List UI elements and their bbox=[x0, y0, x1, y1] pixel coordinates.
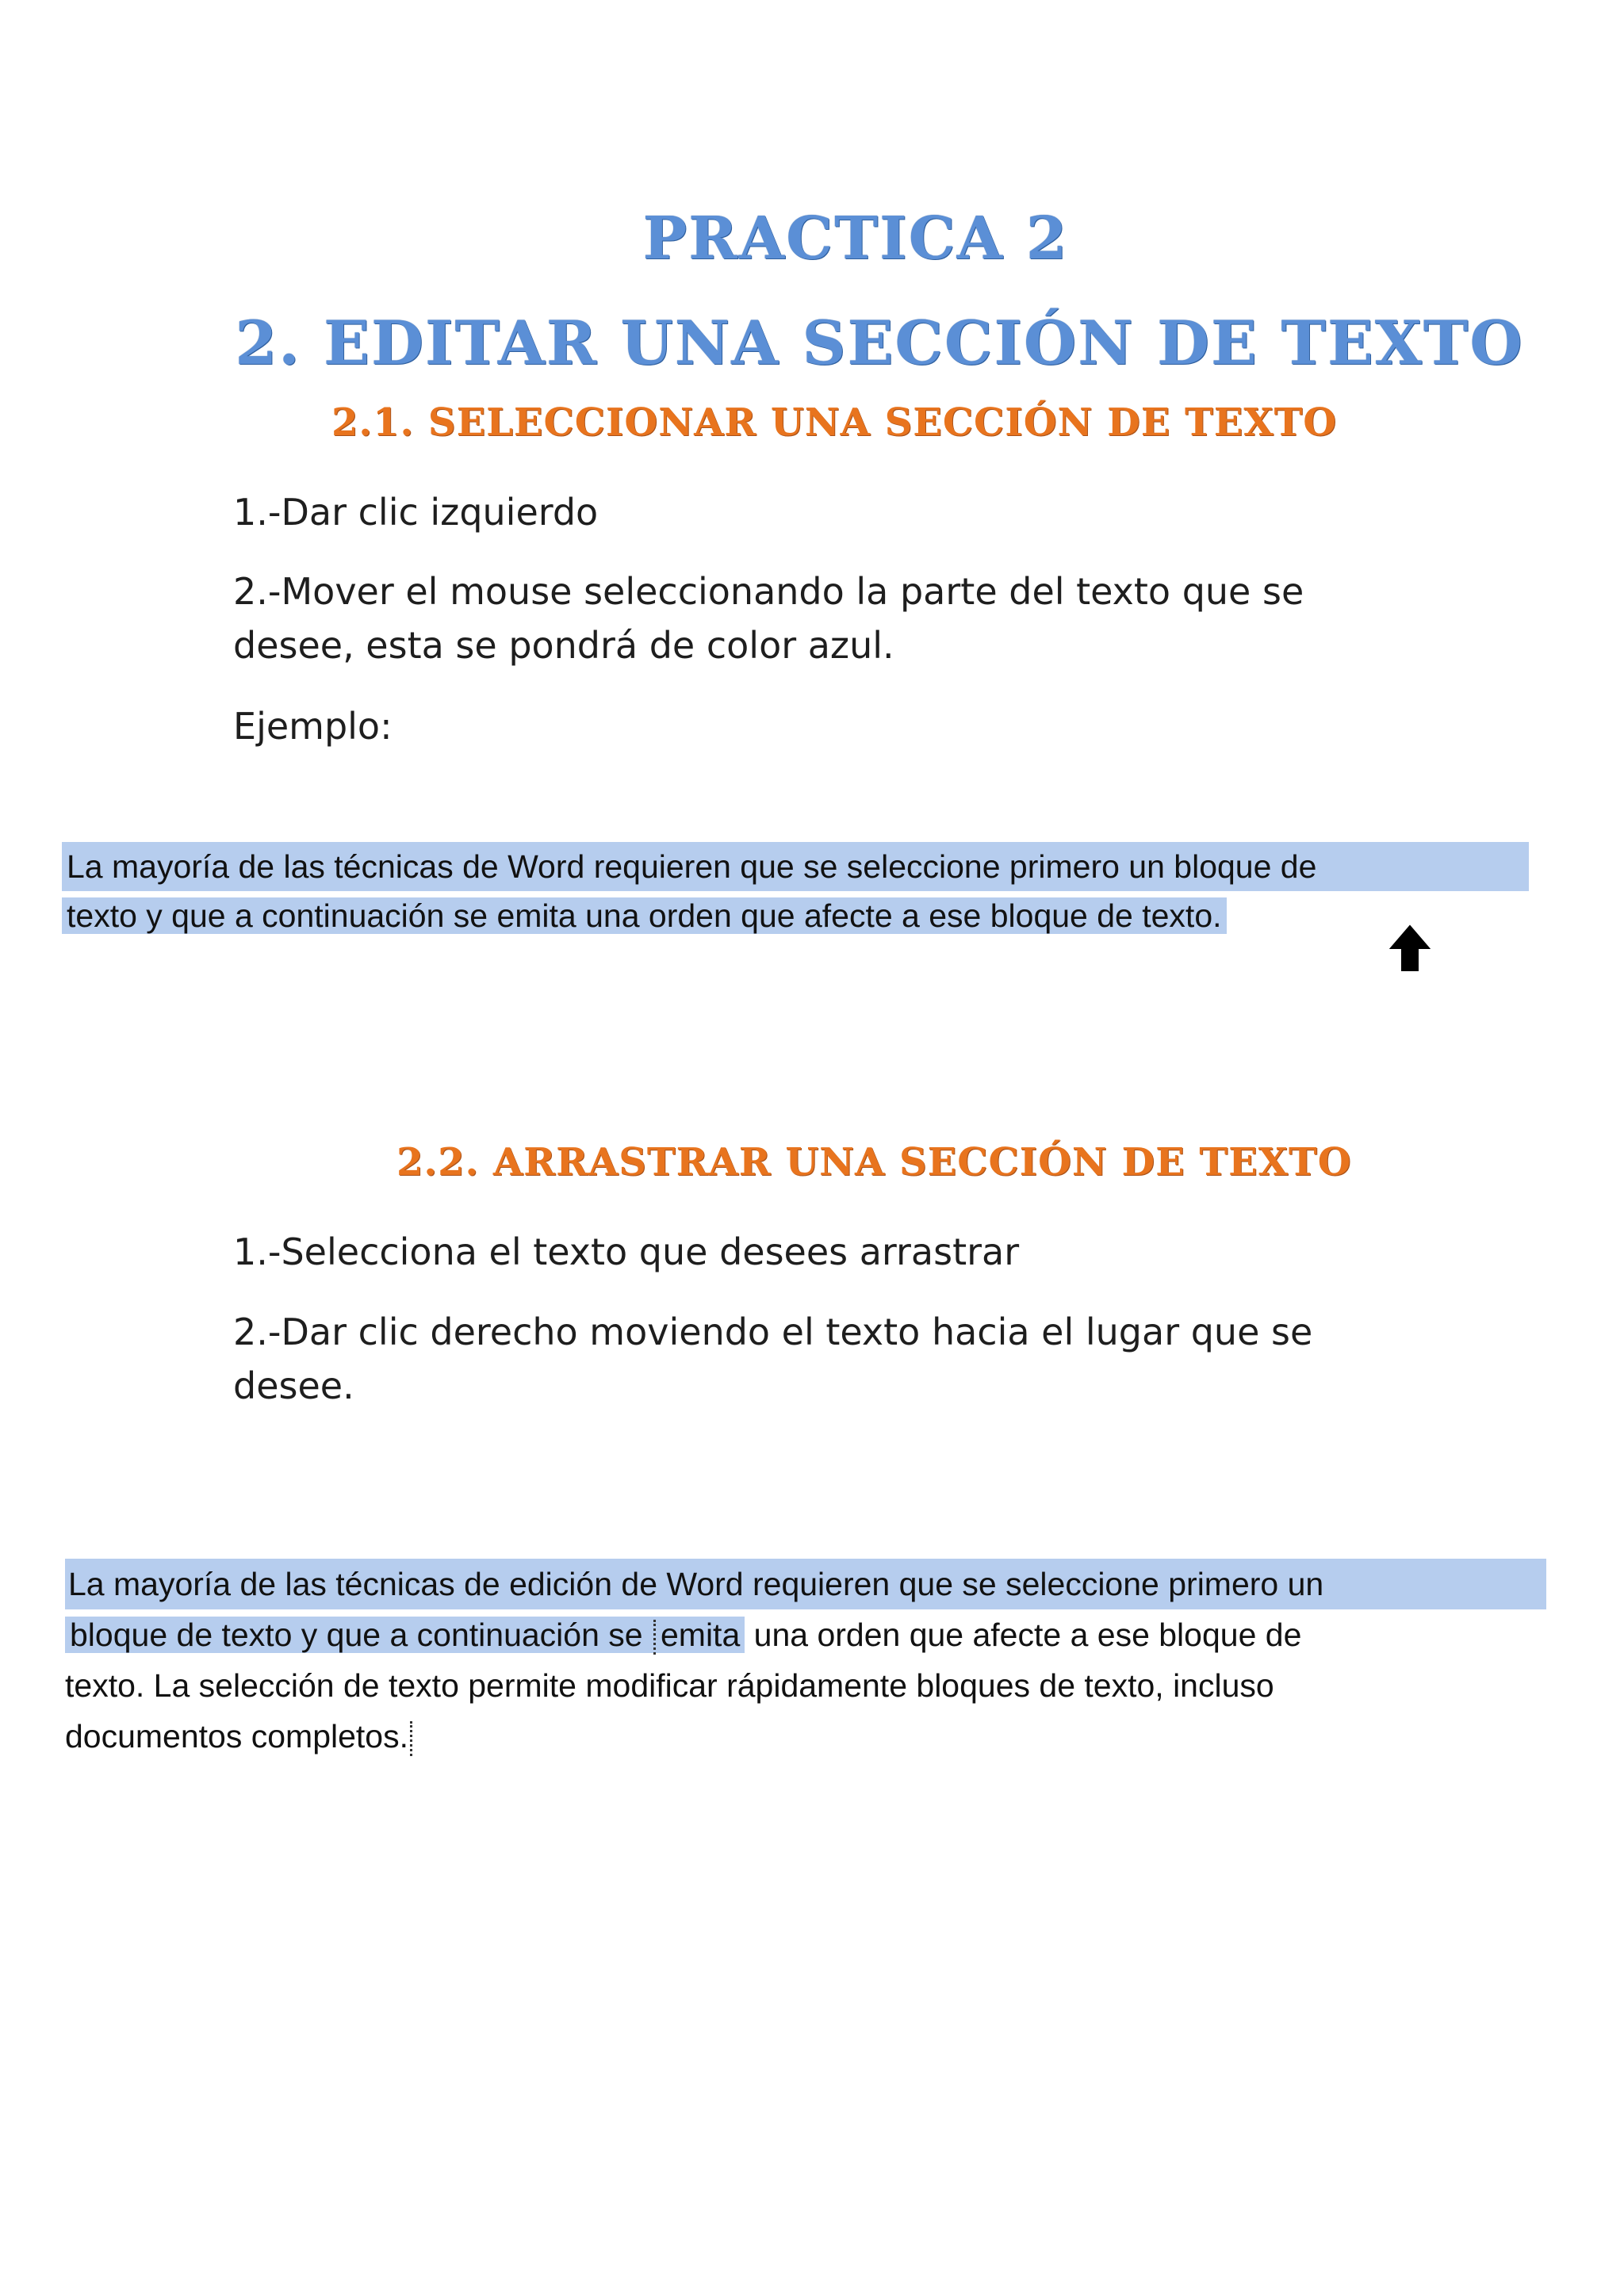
selected-text[interactable] bbox=[65, 1617, 745, 1653]
select-step-1: 1.-Dar clic izquierdo bbox=[233, 491, 599, 534]
drag-step-2: 2.-Dar clic derecho moviendo el texto hacia el lugar que se desee. bbox=[233, 1311, 1313, 1407]
section-heading-drag: 2.2. ARRASTRAR UNA SECCIÓN DE TEXTO bbox=[396, 1140, 1352, 1184]
arrow-up-icon bbox=[1389, 924, 1431, 972]
select-step-2: 2.-Mover el mouse seleccionando la parte del texto que se desee, esta se pondrá de color azul. bbox=[233, 570, 1304, 667]
unselected-text: una orden que afecte a ese bloque de bbox=[745, 1617, 1302, 1653]
unselected-text: documentos completos. bbox=[65, 1718, 409, 1755]
selected-text-part: emita bbox=[660, 1617, 741, 1653]
practice-title: PRACTICA 2 bbox=[642, 205, 1069, 273]
selected-text[interactable]: La mayoría de las técnicas de Word requieren que se seleccione primero un bloque de bbox=[62, 842, 1529, 891]
drop-caret bbox=[410, 1721, 416, 1756]
drag-example-line-1 bbox=[65, 1559, 1556, 1609]
main-title: 2. EDITAR UNA SECCIÓN DE TEXTO bbox=[235, 308, 1524, 378]
drag-example-line-2 bbox=[65, 1609, 1556, 1660]
selected-text[interactable]: texto y que a continuación se emita una orden que afecte a ese bloque de texto. bbox=[62, 897, 1227, 934]
drag-example-line-4 bbox=[65, 1711, 1556, 1762]
example-line-2 bbox=[62, 891, 1537, 940]
insertion-caret bbox=[653, 1620, 659, 1655]
selected-text-part: bloque de texto y que a continuación se bbox=[70, 1617, 652, 1653]
section-heading-select: 2.1. SELECCIONAR UNA SECCIÓN DE TEXTO bbox=[331, 400, 1338, 445]
drag-example bbox=[65, 1559, 1556, 1762]
selected-text[interactable]: La mayoría de las técnicas de edición de Word requieren que se seleccione primero un bbox=[65, 1559, 1546, 1609]
example-label: Ejemplo: bbox=[233, 705, 393, 748]
drag-example-line-3: texto. La selección de texto permite modificar rápidamente bloques de texto, incluso bbox=[65, 1667, 1274, 1704]
selection-example bbox=[62, 842, 1537, 940]
drag-step-1: 1.-Selecciona el texto que desees arrastrar bbox=[233, 1230, 1020, 1273]
example-line-1 bbox=[62, 842, 1537, 891]
